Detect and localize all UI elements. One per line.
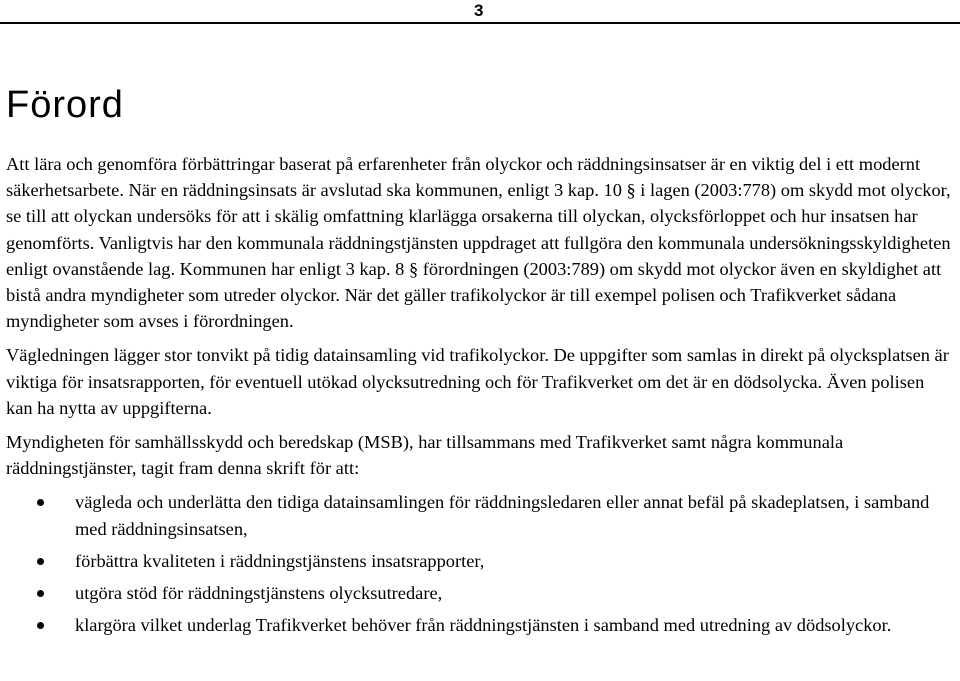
- list-item: [6, 489, 954, 541]
- paragraph-guidance: Vägledningen lägger stor tonvikt på tidig datainsamling vid trafikolyckor. De uppgifter som samlas in direkt på olycksplatsen är viktiga för insatsrapporten, för eventuell utökad olycksutredning och för Trafikverket om det är en dödsolycka. Även polisen kan ha nytta av uppgifterna.: [6, 345, 949, 418]
- list-item: [6, 548, 954, 574]
- page-header: [0, 0, 960, 24]
- paragraph-intro: Att lära och genomföra förbättringar baserat på erfarenheter från olyckor och räddningsinsatser är en viktig del i ett modernt säkerhetsarbete. När en räddningsinsats är avslutad ska kommunen, enligt 3 kap. 10 § i lagen (2003:778) om skydd mot olyckor, se till att olyckan undersöks för att i skälig omfattning klarlägga orsakerna till olyckan, olycksförloppet och hur insatsen har genomförts. Vanligtvis har den kommunala räddningstjänsten uppdraget att fullgöra den kommunala undersökningsskyldigheten enligt ovanstående lag. Kommunen har enligt 3 kap. 8 § förordningen (2003:789) om skydd mot olyckor även en skyldighet att bistå andra myndigheter som utreder olyckor. När det gäller trafikolyckor är till exempel polisen och Trafikverket sådana myndigheter som avses i förordningen.: [6, 154, 951, 332]
- bullet-icon: [37, 622, 44, 629]
- page-title: Förord: [6, 84, 124, 126]
- purpose-list: [6, 489, 954, 638]
- page-number: 3: [474, 1, 484, 20]
- list-item-text: utgöra stöd för räddningstjänstens olycksutredare,: [75, 583, 443, 604]
- paragraph-purpose: Myndigheten för samhällsskydd och beredskap (MSB), har tillsammans med Trafikverket samt några kommunala räddningstjänster, tagit fram denna skrift för att:: [6, 432, 844, 479]
- list-item-text: vägleda och underlätta den tidiga datainsamlingen för räddningsledaren eller annat befäl på skadeplatsen, i samband med räddningsinsatsen,: [75, 492, 930, 539]
- list-item: [6, 580, 954, 606]
- document-body: [6, 151, 954, 644]
- bullet-icon: [37, 590, 44, 597]
- list-item-text: klargöra vilket underlag Trafikverket behöver från räddningstjänsten i samband med utredning av dödsolyckor.: [75, 615, 892, 636]
- bullet-icon: [37, 499, 44, 506]
- list-item: [6, 612, 954, 638]
- bullet-icon: [37, 558, 44, 565]
- list-item-text: förbättra kvaliteten i räddningstjänstens insatsrapporter,: [75, 550, 485, 571]
